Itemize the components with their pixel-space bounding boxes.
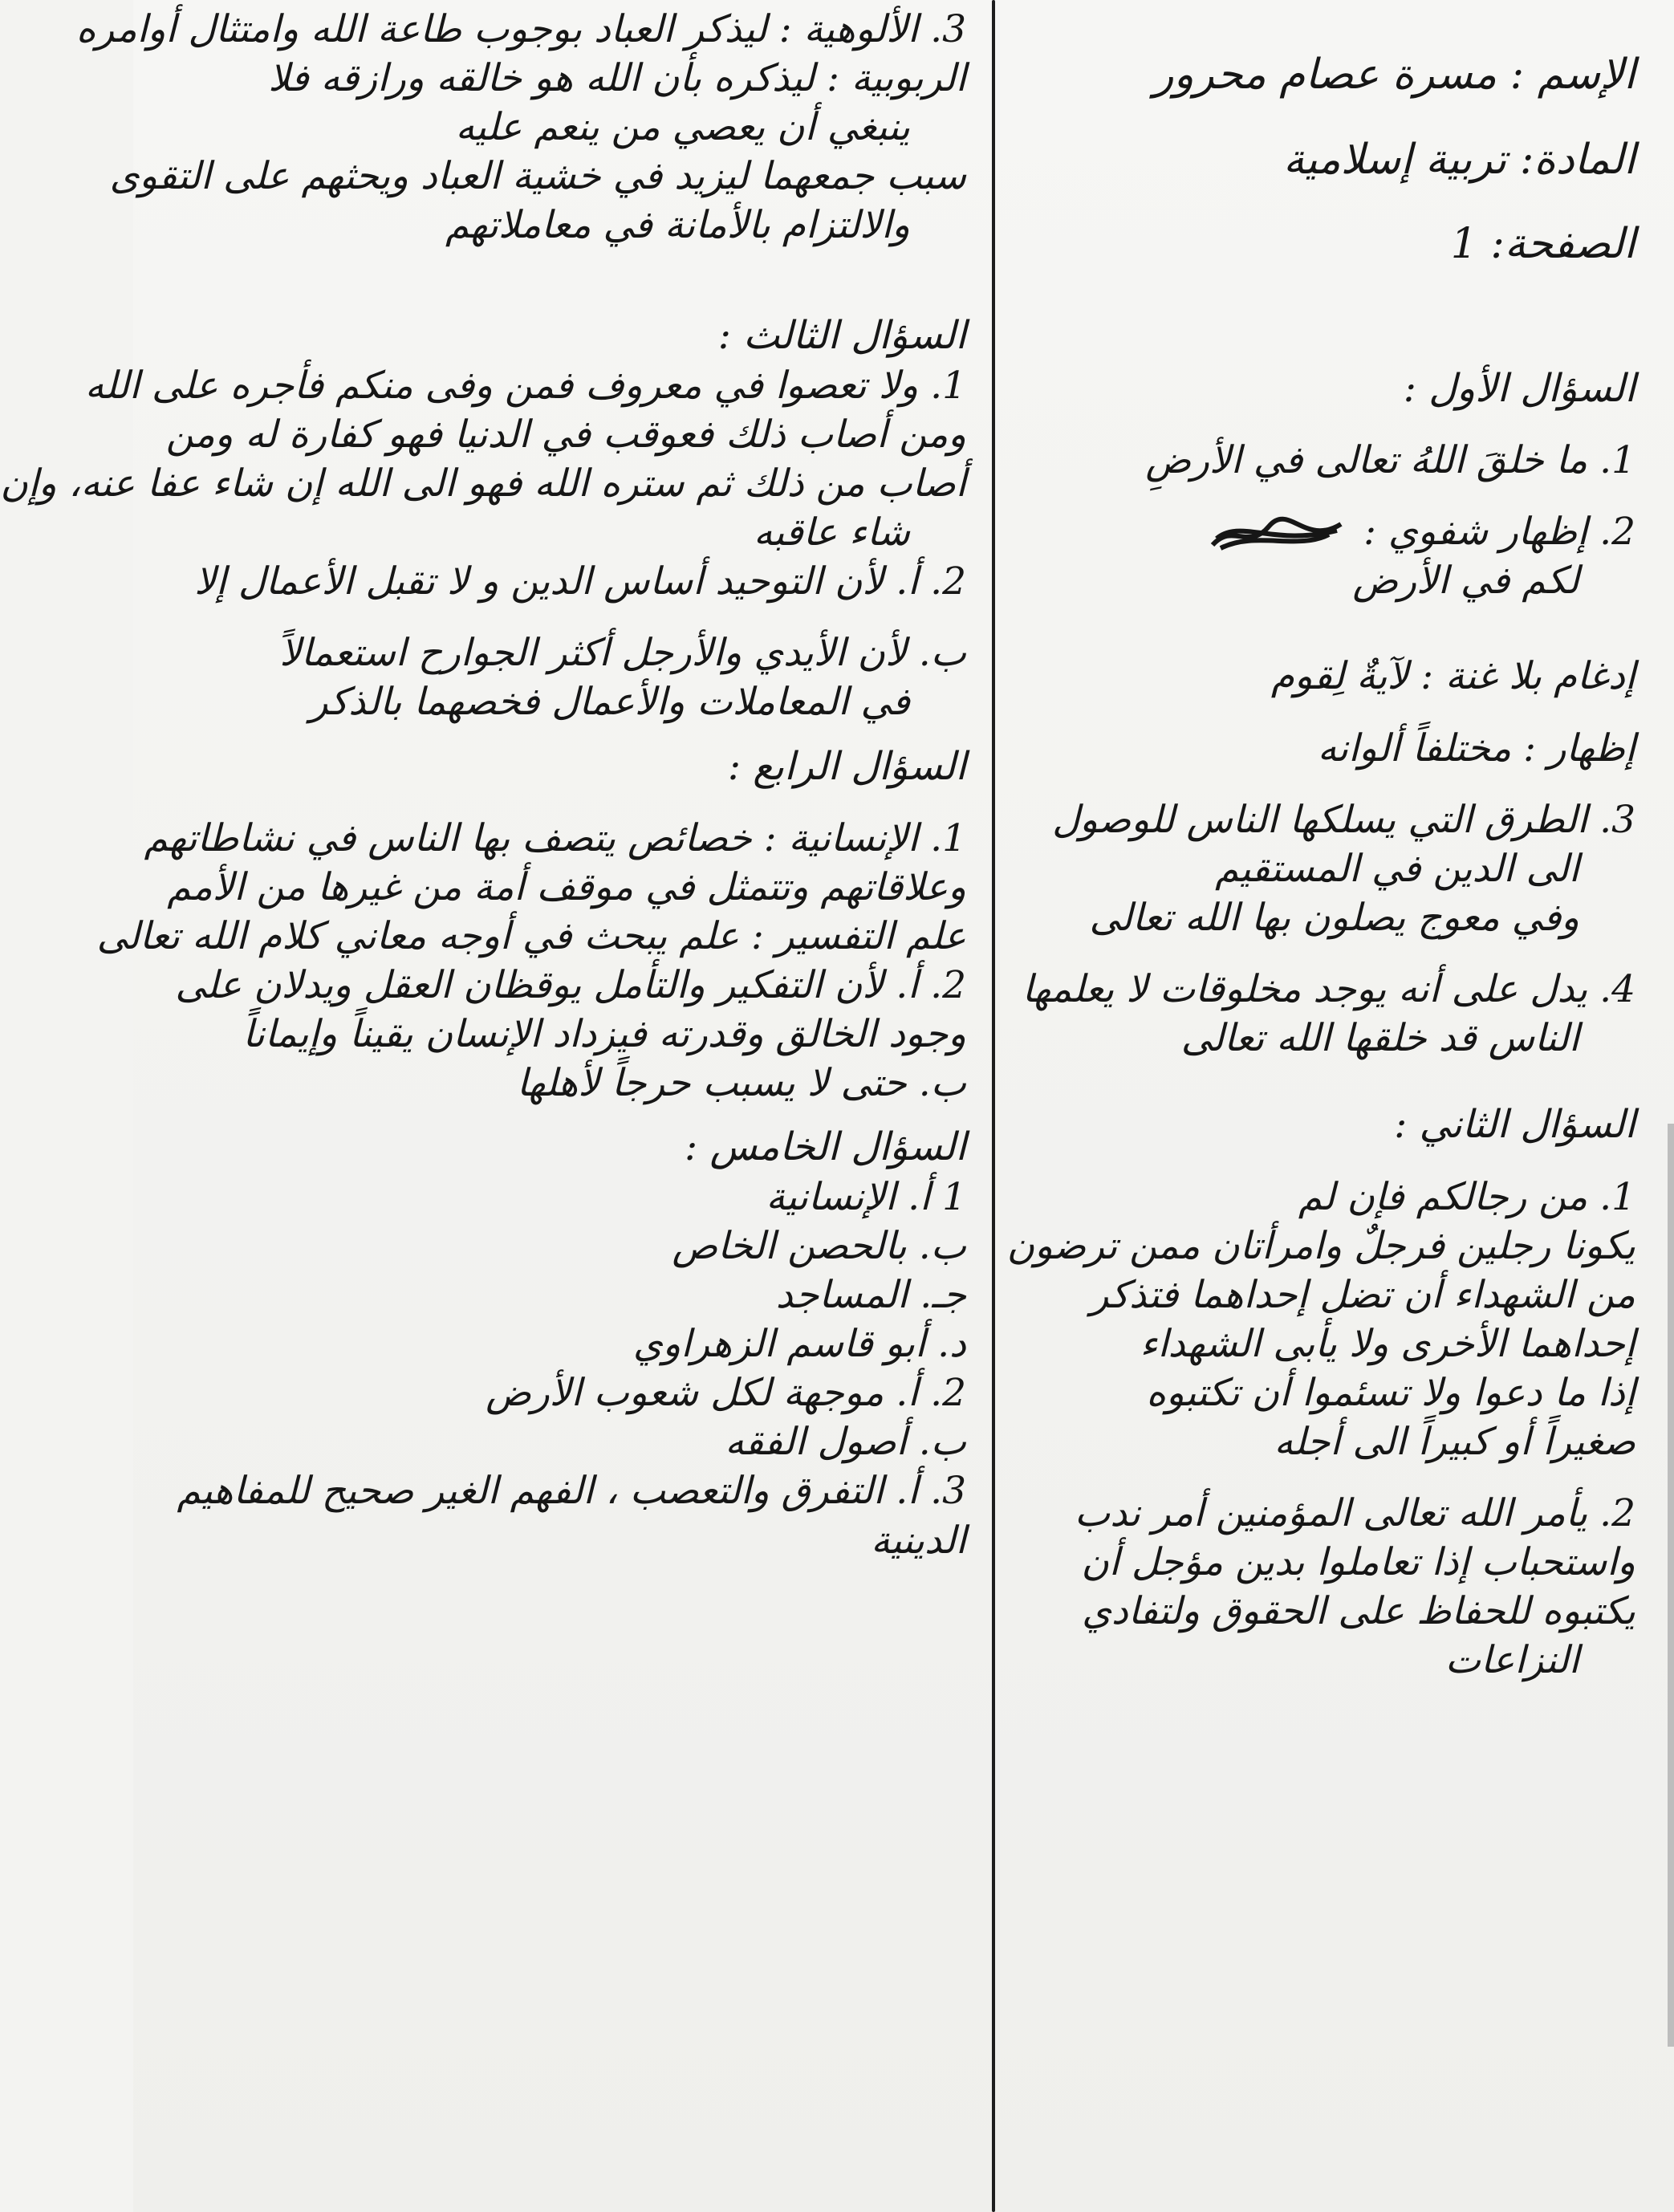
q4-line-1: 1. الإنسانية : خصائص يتصف بها الناس في نشاطاتهم <box>144 815 966 860</box>
q5-line-5: 2. أ. موجهة لكل شعوب الأرض <box>486 1371 966 1416</box>
q1c-line-3: ينبغي أن يعصي من ينعم عليه <box>455 105 910 150</box>
q4-title: السؤال الرابع : <box>727 743 966 789</box>
q2-line-4: إحداهما الأخرى ولا يأبى الشهداء <box>1140 1321 1635 1366</box>
q4-line-6: ب. حتى لا يسبب حرجاً لأهلها <box>517 1061 966 1106</box>
q5-line-6: ب. أصول الفقه <box>725 1420 966 1465</box>
q3-line-7: في المعاملات والأعمال فخصهما بالذكر <box>309 680 910 725</box>
q5-title: السؤال الخامس : <box>685 1124 966 1170</box>
q2-line-3: من الشهداء أن تضل إحداهما فتذكر <box>1090 1272 1635 1317</box>
q2-line-10: النزاعات <box>1444 1638 1579 1683</box>
q1-line-2 <box>1016 507 1635 556</box>
q3-title: السؤال الثالث : <box>717 313 966 359</box>
column-divider <box>992 0 995 2212</box>
q2-line-5: إذا ما دعوا ولا تسئموا أن تكتبوه <box>1146 1370 1635 1415</box>
q1-line-1: 1. ما خلقَ اللهُ تعالى في الأرضِ <box>1145 438 1635 483</box>
q2-line-1: 1. من رجالكم فإن لم <box>1298 1174 1635 1219</box>
q2-line-2: يكونا رجلين فرجلٌ وامرأتان ممن ترضون <box>1006 1223 1635 1268</box>
q3-line-1: 1. ولا تعصوا في معروف فمن وفى منكم فأجره على الله <box>84 363 966 408</box>
q3-line-2: ومن أصاب ذلك فعوقب في الدنيا فهو كفارة له ومن <box>165 412 966 457</box>
page-edge-shadow <box>1668 1124 1674 2047</box>
q4-line-3: علم التفسير : علم يبحث في أوجه معاني كلام الله تعالى <box>96 914 966 959</box>
q1-line-5: إظهار : مختلفاً ألوانه <box>1317 726 1635 771</box>
q1-line-8: وفي معوج يصلون بها الله تعالى <box>1089 895 1579 940</box>
q4-line-2: وعلاقاتهم وتتمثل في موقف أمة من غيرها من الأمم <box>167 865 966 909</box>
q2-line-6: صغيراً أو كبيراً الى أجله <box>1274 1419 1635 1464</box>
q2-line-7: 2. يأمر الله تعالى المؤمنين أمر ندب <box>1074 1491 1635 1536</box>
page-number: الصفحة: 1 <box>1450 220 1635 269</box>
q1c-line-1: 3. الألوهية : ليذكر العباد بوجوب طاعة الله وامتثال أوامره <box>75 7 966 51</box>
q5-line-4: د. أبو قاسم الزهراوي <box>632 1322 966 1367</box>
q4-line-4: 2. أ. لأن التفكير والتأمل يوقظان العقل ويدلان على <box>175 963 966 1008</box>
subject-name: المادة: تربية إسلامية <box>1283 135 1635 184</box>
q5-line-7: 3. أ. التفرق والتعصب ، الفهم الغير صحيح للمفاهيم <box>177 1469 966 1514</box>
q1-line-9: 4. يدل على أنه يوجد مخلوقات لا يعلمها <box>1022 966 1635 1011</box>
q5-line-2: ب. بالحصن الخاص <box>672 1223 966 1268</box>
q3-line-4: شاء عاقبه <box>754 510 910 555</box>
q3-line-5: 2. أ. لأن التوحيد أساس الدين و لا تقبل الأعمال إلا <box>194 559 966 604</box>
q1-line-10: الناس قد خلقها الله تعالى <box>1180 1016 1579 1061</box>
student-name: الإسم : مسرة عصام محرور <box>1153 51 1635 99</box>
q2-line-9: يكتبوه للحفاظ على الحقوق ولتفادي <box>1082 1589 1635 1634</box>
q1-line-7: الى الدين في المستقيم <box>1215 846 1579 891</box>
q5-line-1: 1 أ. الإنسانية <box>766 1174 966 1219</box>
q2-line-8: واستحباب إذا تعاملوا بدين مؤجل أن <box>1081 1540 1635 1585</box>
scribble-mark <box>1209 514 1345 555</box>
q2-title: السؤال الثاني : <box>1394 1102 1635 1148</box>
q1-line-2-text: 2. إظهار شفوي : <box>1363 510 1635 555</box>
q1-title: السؤال الأول : <box>1403 365 1635 411</box>
q1c-line-5: والالتزام بالأمانة في معاملاتهم <box>445 203 910 248</box>
q1-line-4: إدغام بلا غنة : لآيةٌ لِقوم <box>1270 654 1635 699</box>
q1-line-3: لكم في الأرض <box>1352 559 1579 604</box>
q1-line-6: 3. الطرق التي يسلكها الناس للوصول <box>1052 797 1635 842</box>
right-column <box>1008 0 1658 2212</box>
q1c-line-4: سبب جمعهما ليزيد في خشية العباد ويحثهم على التقوى <box>109 154 966 199</box>
q3-line-3: أصاب من ذلك ثم ستره الله فهو الى الله إن شاء عفا عنه، وإن <box>0 462 966 506</box>
q3-line-6: ب. لأن الأيدي والأرجل أكثر الجوارح استعمالاً <box>279 631 966 676</box>
q1c-line-2: الربوبية : ليذكره بأن الله هو خالقه ورازقه فلا <box>268 56 966 101</box>
q5-line-8: الدينية <box>871 1518 966 1563</box>
q5-line-3: جـ. المساجد <box>775 1273 966 1318</box>
q4-line-5: وجود الخالق وقدرته فيزداد الإنسان يقيناً وإيماناً <box>242 1012 966 1057</box>
